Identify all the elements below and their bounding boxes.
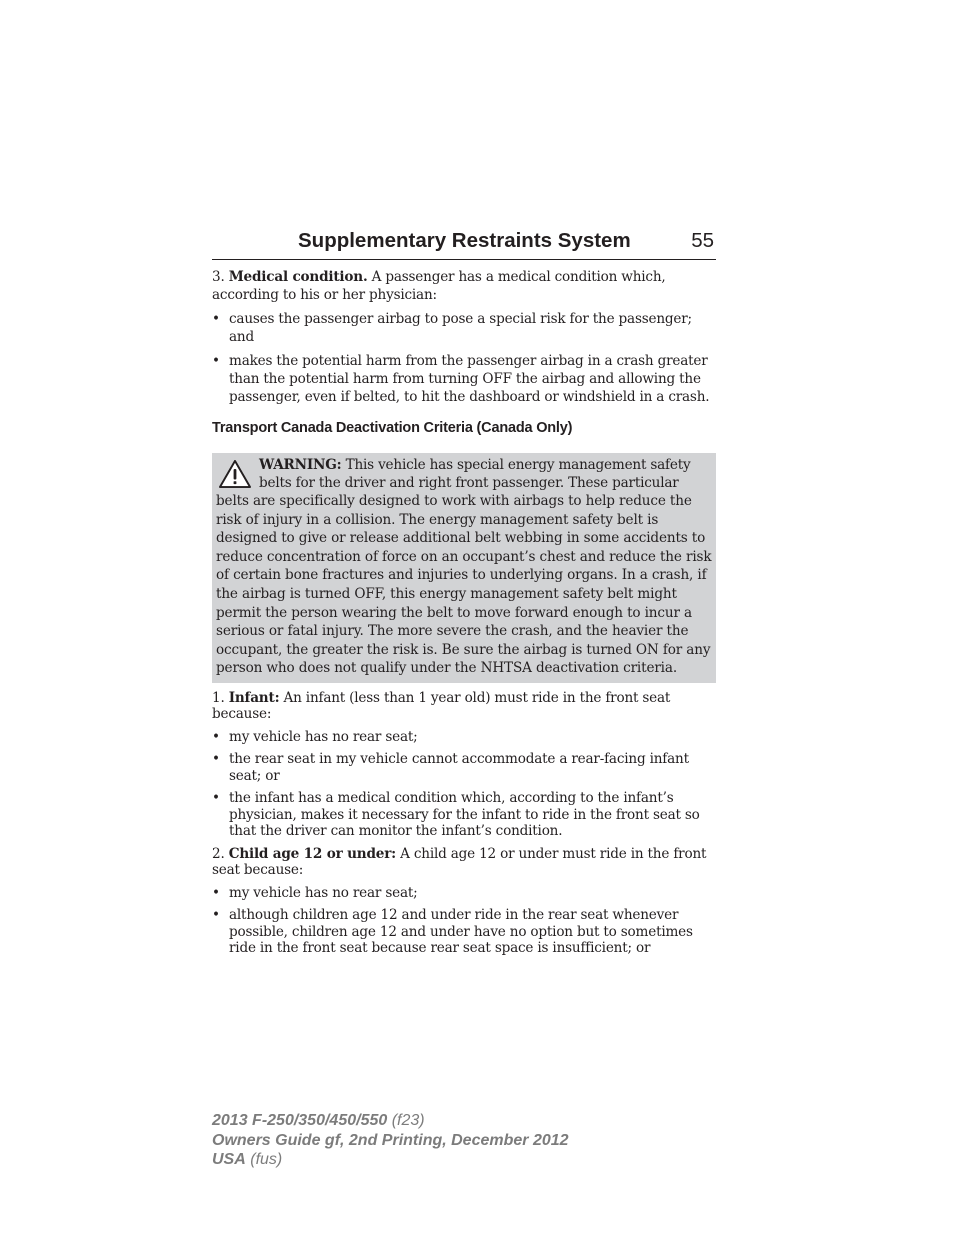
item-text: A passenger has a medical condition which, according to his or her physician: [212,269,666,303]
page-footer [212,1111,569,1170]
footer-line-model: 2013 F-250/350/450/550 (f23) [212,1112,425,1129]
list-item: • my vehicle has no rear seat; [212,728,418,745]
bullet-icon: • [212,884,220,901]
child-list [212,885,716,957]
bullet-icon: • [212,907,220,924]
list-item: • causes the passenger airbag to pose a special risk for the passenger; and [212,311,692,345]
main-body [212,268,716,957]
item-label: Infant: [228,689,280,706]
page-title: Supplementary Restraints System [298,229,631,252]
medical-condition-paragraph [212,268,716,304]
list-item: • the infant has a medical condition which, according to the infant’s physician, makes it necessary for the infant to ride in the front seat so that the driver can monitor the infant’s condition. [212,790,700,840]
warning-text: This vehicle has special energy management safety belts for the driver and right front passenger. These particular [259,457,691,491]
list-item: • makes the potential harm from the passenger airbag in a crash greater than the potential harm from turning OFF the airbag and allowing the passenger, even if belted, to hit the dashboard or windshield in a crash. [212,353,710,405]
infant-list [212,729,716,840]
page-header [212,226,716,260]
warning-text-continued: belts are specifically designed to work with airbags to help reduce the risk of injury in a collision. The energy management safety belt is designed to give or release additional belt webbing in some accidents to reduce concentration of force on an occupant’s chest and reduce the risk of certain bone fractures and injuries to underlying organs. In a crash, if the airbag is turned OFF, this energy management safety belt might permit the person wearing the belt to move forward enough to incur a serious or fatal injury. The more severe the crash, and the heavier the occupant, the greater the risk is. Be sure the airbag is turned ON for any person who does not qualify under the NHTSA deactivation criteria. [216,493,712,677]
bullet-icon: • [212,728,220,745]
item-label: Medical condition. [228,269,368,285]
bullet-icon: • [212,353,220,369]
child-paragraph [212,846,716,879]
section-heading: Transport Canada Deactivation Criteria (Canada Only) [212,420,573,436]
list-item: • although children age 12 and under ride in the rear seat whenever possible, children age 12 and under have no option but to sometimes ride in the front seat because rear seat space is insufficient; or [212,907,693,957]
warning-triangle-icon [218,459,252,489]
item-number: 3. [212,269,225,285]
item-text: An infant (less than 1 year old) must ride in the front seat because: [212,689,671,723]
bullet-icon: • [212,790,220,807]
item-text: A child age 12 or under must ride in the front seat because: [212,845,707,879]
bullet-icon: • [212,751,220,768]
item-number: 2. [212,845,225,862]
warning-first-lines [216,456,712,492]
medical-condition-list [212,310,716,406]
warning-label: WARNING: [259,457,342,473]
item-label: Child age 12 or under: [228,845,396,862]
footer-line-edition: Owners Guide gf, 2nd Printing, December 2012 [212,1131,569,1149]
list-item: • the rear seat in my vehicle cannot accommodate a rear-facing infant seat; or [212,751,689,784]
list-item: • my vehicle has no rear seat; [212,884,418,901]
page-number: 55 [691,229,714,252]
infant-paragraph [212,690,716,723]
bullet-icon: • [212,311,220,327]
page-content [212,226,716,957]
item-number: 1. [212,689,225,706]
warning-box [212,453,716,683]
footer-line-market: USA (fus) [212,1151,283,1168]
